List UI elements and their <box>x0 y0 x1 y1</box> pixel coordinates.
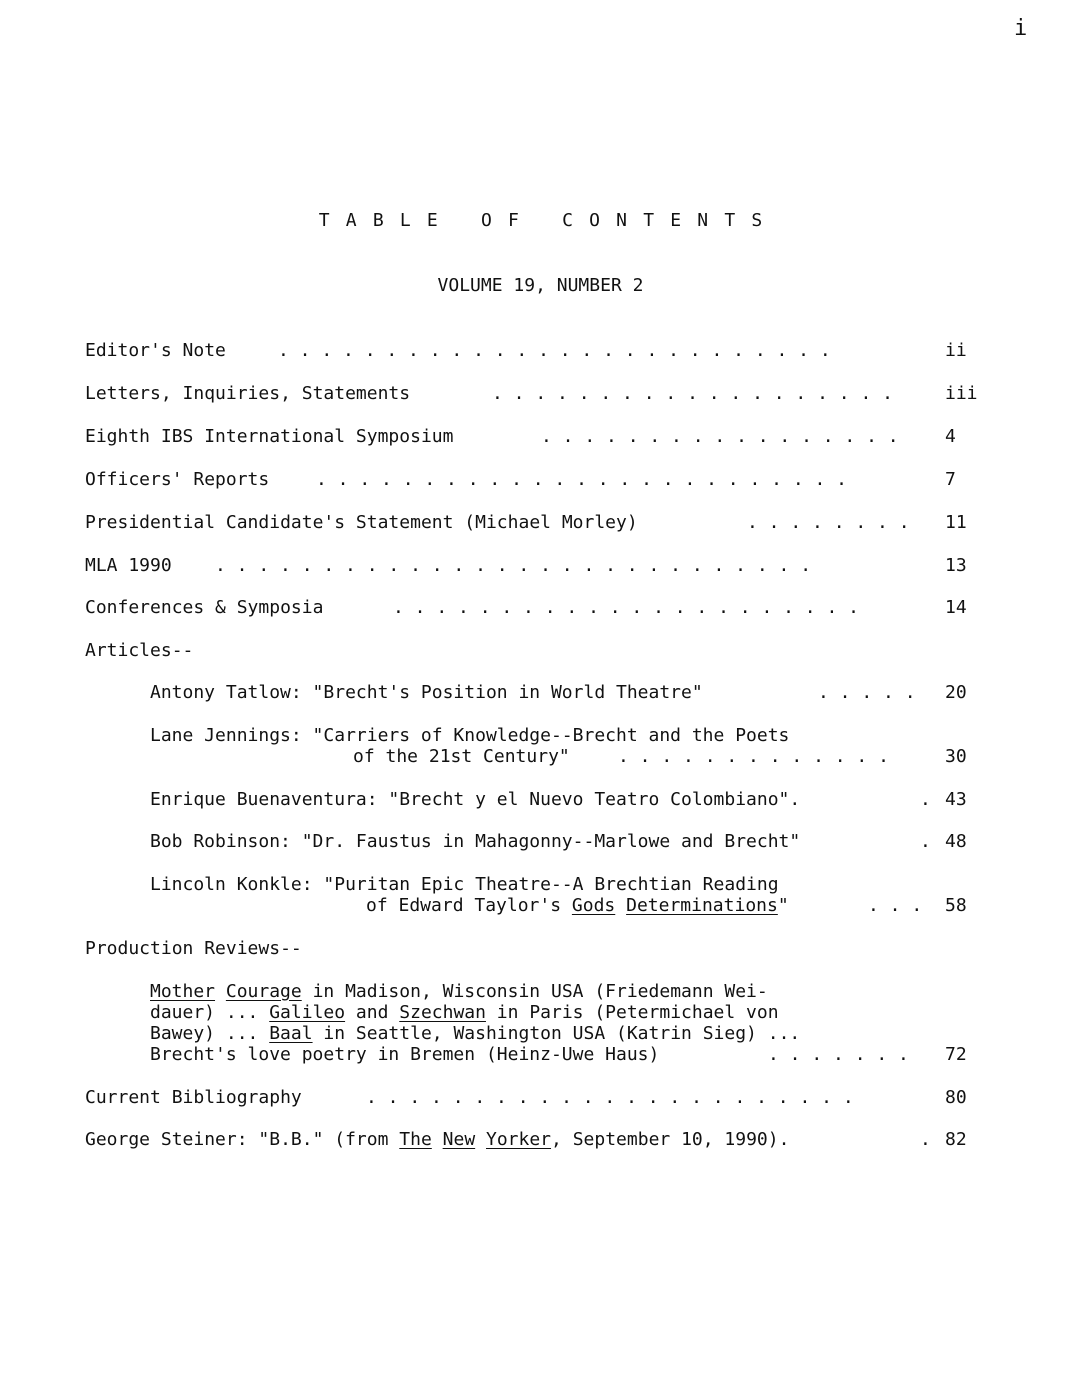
title-determinations: Determinations <box>626 895 778 916</box>
toc-entry-reviews-line4: Brecht's love poetry in Bremen (Heinz-Uwe Haus) <box>150 1044 660 1065</box>
toc-entry-jennings: Lane Jennings: "Carriers of Knowledge--Brecht and the Poets <box>150 725 790 746</box>
leader-dots: . . . . . . . . . . . . . . . . . <box>541 426 899 447</box>
leader-dots: . <box>920 789 931 810</box>
page-ref: 13 <box>945 555 967 576</box>
leader-dots: . . . . . . . <box>768 1044 909 1065</box>
toc-entry-editors-note: Editor's Note <box>85 340 226 361</box>
page-ref: 14 <box>945 597 967 618</box>
leader-dots: . . . . . . . . . . . . . . . . . . . . . . . . . . <box>278 340 831 361</box>
page-ref: 80 <box>945 1087 967 1108</box>
title-gods: Gods <box>571 895 616 916</box>
toc-entry-robinson: Bob Robinson: "Dr. Faustus in Mahagonny--Marlowe and Brecht" <box>150 831 801 852</box>
toc-entry-reviews-line3: Bawey) ... Baal in Seattle, Washington USA (Katrin Sieg) ... <box>150 1023 801 1044</box>
toc-entry-mla: MLA 1990 <box>85 555 172 576</box>
title-yorker: Yorker <box>486 1129 552 1150</box>
leader-dots: . . . . . . . . . . . . . . . . . . . . . . . <box>366 1087 854 1108</box>
page-ref: 30 <box>945 746 967 767</box>
toc-entry-letters: Letters, Inquiries, Statements <box>85 383 411 404</box>
title-mother: Mother <box>150 981 216 1002</box>
page-ref: 43 <box>945 789 967 810</box>
title-the: The <box>399 1129 432 1150</box>
toc-entry-konkle: Lincoln Konkle: "Puritan Epic Theatre--A Brechtian Reading <box>150 874 779 895</box>
page-ref: 7 <box>945 469 956 490</box>
page-ref: iii <box>945 383 978 404</box>
leader-dots: . <box>920 831 931 852</box>
toc-entry-officers-reports: Officers' Reports <box>85 469 270 490</box>
toc-entry-reviews-line2: dauer) ... Galileo and Szechwan in Paris (Petermichael von <box>150 1002 779 1023</box>
toc-entry-steiner: George Steiner: "B.B." (from The New Yorker, September 10, 1990). <box>85 1129 790 1150</box>
toc-entry-bibliography: Current Bibliography <box>85 1087 302 1108</box>
title-courage: Courage <box>225 981 302 1002</box>
toc-entry-reviews-line1: Mother Courage in Madison, Wisconsin USA (Friedemann Wei- <box>150 981 768 1002</box>
section-heading-articles: Articles-- <box>85 640 194 661</box>
toc-entry-buenaventura: Enrique Buenaventura: "Brecht y el Nuevo Teatro Colombiano". <box>150 789 801 810</box>
title-new: New <box>442 1129 476 1150</box>
leader-dots: . . . . . . . . . . . . . . . . . . . . . . <box>393 597 859 618</box>
toc-entry-eighth-ibs: Eighth IBS International Symposium <box>85 426 454 447</box>
page-ref: 72 <box>945 1044 967 1065</box>
page-ref: ii <box>945 340 967 361</box>
leader-dots: . . . . . <box>818 682 916 703</box>
toc-entry-conferences: Conferences & Symposia <box>85 597 324 618</box>
leader-dots: . <box>920 1129 931 1150</box>
leader-dots: . . . . . . . . . . . . . <box>618 746 889 767</box>
page-title: TABLE OF CONTENTS <box>318 210 779 231</box>
page-ref: 11 <box>945 512 967 533</box>
page-ref: 48 <box>945 831 967 852</box>
leader-dots: . . . . . . . . . . . . . . . . . . . <box>492 383 893 404</box>
toc-entry-tatlow: Antony Tatlow: "Brecht's Position in World Theatre" <box>150 682 703 703</box>
title-szechwan: Szechwan <box>399 1002 486 1023</box>
section-heading-production-reviews: Production Reviews-- <box>85 938 302 959</box>
title-galileo: Galileo <box>269 1002 346 1023</box>
leader-dots: . . . . . . . . <box>747 512 910 533</box>
page-ref: 82 <box>945 1129 967 1150</box>
leader-dots: . . . <box>868 895 923 916</box>
toc-entry-konkle-cont: of Edward Taylor's Gods Determinations" <box>366 895 789 916</box>
leader-dots: . . . . . . . . . . . . . . . . . . . . . . . . . <box>316 469 848 490</box>
toc-entry-jennings-cont: of the 21st Century" <box>353 746 570 767</box>
page-ref: 20 <box>945 682 967 703</box>
page-ref: 4 <box>945 426 956 447</box>
page-number: i <box>1014 16 1028 41</box>
toc-entry-presidential-statement: Presidential Candidate's Statement (Michael Morley) <box>85 512 638 533</box>
leader-dots: . . . . . . . . . . . . . . . . . . . . . . . . . . . . <box>215 555 812 576</box>
title-baal: Baal <box>269 1023 313 1044</box>
page-ref: 58 <box>945 895 967 916</box>
volume-subtitle: VOLUME 19, NUMBER 2 <box>437 275 644 296</box>
